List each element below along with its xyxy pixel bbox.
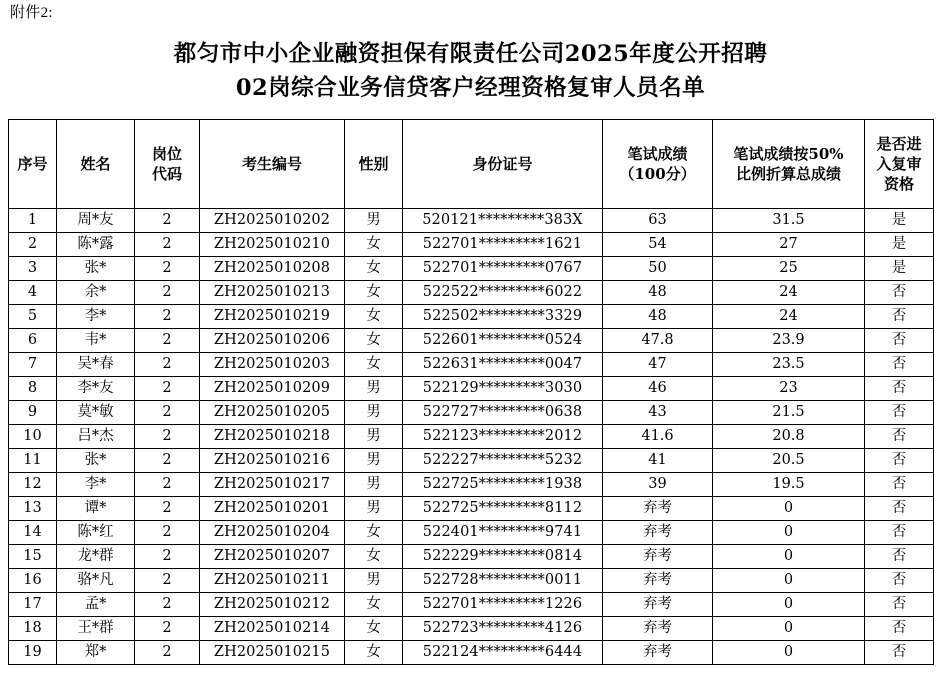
document-title xyxy=(8,37,933,105)
table-row xyxy=(9,425,934,449)
cell-gender: 女 xyxy=(345,353,403,377)
cell-exam-number: ZH2025010218 xyxy=(200,425,345,449)
cell-seq: 13 xyxy=(9,497,57,521)
cell-written-score: 39 xyxy=(603,473,713,497)
cell-exam-number: ZH2025010211 xyxy=(200,569,345,593)
cell-id-number: 520121*********383X xyxy=(403,209,603,233)
cell-seq: 11 xyxy=(9,449,57,473)
cell-written-score: 41 xyxy=(603,449,713,473)
cell-written-score: 41.6 xyxy=(603,425,713,449)
cell-qualified: 否 xyxy=(865,473,934,497)
cell-name: 张* xyxy=(57,257,135,281)
cell-gender: 女 xyxy=(345,545,403,569)
cell-exam-number: ZH2025010208 xyxy=(200,257,345,281)
table-row xyxy=(9,569,934,593)
cell-post-code: 2 xyxy=(135,305,200,329)
cell-id-number: 522723*********4126 xyxy=(403,617,603,641)
table-body xyxy=(9,209,934,665)
cell-post-code: 2 xyxy=(135,281,200,305)
cell-seq: 18 xyxy=(9,617,57,641)
cell-converted-score: 0 xyxy=(713,545,865,569)
cell-qualified: 是 xyxy=(865,233,934,257)
cell-qualified: 否 xyxy=(865,545,934,569)
cell-post-code: 2 xyxy=(135,425,200,449)
column-header-name: 姓名 xyxy=(57,120,135,209)
table-row xyxy=(9,305,934,329)
cell-name: 谭* xyxy=(57,497,135,521)
cell-gender: 男 xyxy=(345,569,403,593)
cell-post-code: 2 xyxy=(135,641,200,665)
cell-post-code: 2 xyxy=(135,617,200,641)
cell-post-code: 2 xyxy=(135,209,200,233)
cell-exam-number: ZH2025010215 xyxy=(200,641,345,665)
cell-id-number: 522725*********1938 xyxy=(403,473,603,497)
cell-converted-score: 0 xyxy=(713,593,865,617)
cell-qualified: 否 xyxy=(865,281,934,305)
table-row xyxy=(9,593,934,617)
cell-post-code: 2 xyxy=(135,401,200,425)
cell-seq: 6 xyxy=(9,329,57,353)
cell-converted-score: 24 xyxy=(713,281,865,305)
cell-gender: 男 xyxy=(345,209,403,233)
cell-written-score: 46 xyxy=(603,377,713,401)
cell-converted-score: 0 xyxy=(713,641,865,665)
column-header-post-code: 岗位 代码 xyxy=(135,120,200,209)
column-header-written-score: 笔试成绩 （100分） xyxy=(603,120,713,209)
cell-gender: 女 xyxy=(345,257,403,281)
cell-post-code: 2 xyxy=(135,377,200,401)
cell-qualified: 是 xyxy=(865,257,934,281)
cell-seq: 14 xyxy=(9,521,57,545)
cell-post-code: 2 xyxy=(135,569,200,593)
cell-written-score: 弃考 xyxy=(603,521,713,545)
cell-gender: 女 xyxy=(345,617,403,641)
cell-seq: 3 xyxy=(9,257,57,281)
cell-qualified: 否 xyxy=(865,353,934,377)
cell-gender: 女 xyxy=(345,281,403,305)
cell-seq: 15 xyxy=(9,545,57,569)
cell-seq: 17 xyxy=(9,593,57,617)
cell-name: 余* xyxy=(57,281,135,305)
cell-gender: 女 xyxy=(345,233,403,257)
cell-qualified: 是 xyxy=(865,209,934,233)
column-header-id-number: 身份证号 xyxy=(403,120,603,209)
table-row xyxy=(9,521,934,545)
cell-converted-score: 0 xyxy=(713,569,865,593)
cell-converted-score: 25 xyxy=(713,257,865,281)
cell-name: 孟* xyxy=(57,593,135,617)
cell-id-number: 522701*********1621 xyxy=(403,233,603,257)
cell-qualified: 否 xyxy=(865,641,934,665)
cell-id-number: 522229*********0814 xyxy=(403,545,603,569)
cell-gender: 男 xyxy=(345,401,403,425)
cell-id-number: 522129*********3030 xyxy=(403,377,603,401)
cell-exam-number: ZH2025010209 xyxy=(200,377,345,401)
cell-seq: 12 xyxy=(9,473,57,497)
cell-exam-number: ZH2025010210 xyxy=(200,233,345,257)
cell-name: 李* xyxy=(57,305,135,329)
cell-exam-number: ZH2025010205 xyxy=(200,401,345,425)
cell-converted-score: 24 xyxy=(713,305,865,329)
cell-seq: 1 xyxy=(9,209,57,233)
cell-converted-score: 0 xyxy=(713,497,865,521)
cell-qualified: 否 xyxy=(865,521,934,545)
table-row xyxy=(9,209,934,233)
cell-seq: 19 xyxy=(9,641,57,665)
cell-id-number: 522728*********0011 xyxy=(403,569,603,593)
cell-id-number: 522123*********2012 xyxy=(403,425,603,449)
cell-name: 莫*敏 xyxy=(57,401,135,425)
column-header-exam-number: 考生编号 xyxy=(200,120,345,209)
cell-seq: 9 xyxy=(9,401,57,425)
cell-converted-score: 31.5 xyxy=(713,209,865,233)
cell-qualified: 否 xyxy=(865,593,934,617)
table-row xyxy=(9,449,934,473)
cell-exam-number: ZH2025010202 xyxy=(200,209,345,233)
cell-written-score: 48 xyxy=(603,281,713,305)
cell-post-code: 2 xyxy=(135,545,200,569)
cell-converted-score: 20.8 xyxy=(713,425,865,449)
table-row xyxy=(9,281,934,305)
cell-seq: 10 xyxy=(9,425,57,449)
cell-exam-number: ZH2025010201 xyxy=(200,497,345,521)
cell-post-code: 2 xyxy=(135,473,200,497)
cell-qualified: 否 xyxy=(865,329,934,353)
table-row xyxy=(9,545,934,569)
cell-seq: 16 xyxy=(9,569,57,593)
cell-gender: 男 xyxy=(345,425,403,449)
title-line-2: 02岗综合业务信贷客户经理资格复审人员名单 xyxy=(235,75,706,101)
cell-post-code: 2 xyxy=(135,593,200,617)
cell-exam-number: ZH2025010206 xyxy=(200,329,345,353)
cell-written-score: 47.8 xyxy=(603,329,713,353)
cell-converted-score: 0 xyxy=(713,617,865,641)
cell-name: 王*群 xyxy=(57,617,135,641)
cell-converted-score: 21.5 xyxy=(713,401,865,425)
cell-exam-number: ZH2025010216 xyxy=(200,449,345,473)
cell-written-score: 43 xyxy=(603,401,713,425)
cell-exam-number: ZH2025010219 xyxy=(200,305,345,329)
cell-written-score: 弃考 xyxy=(603,497,713,521)
cell-written-score: 弃考 xyxy=(603,569,713,593)
cell-gender: 女 xyxy=(345,329,403,353)
attachment-label: 附件2: xyxy=(10,5,53,21)
cell-gender: 女 xyxy=(345,593,403,617)
cell-converted-score: 23.9 xyxy=(713,329,865,353)
column-header-qualified: 是否进 入复审 资格 xyxy=(865,120,934,209)
column-header-seq: 序号 xyxy=(9,120,57,209)
cell-converted-score: 0 xyxy=(713,521,865,545)
table-row xyxy=(9,473,934,497)
cell-name: 周*友 xyxy=(57,209,135,233)
cell-seq: 4 xyxy=(9,281,57,305)
table-row xyxy=(9,329,934,353)
column-header-gender: 性别 xyxy=(345,120,403,209)
cell-post-code: 2 xyxy=(135,521,200,545)
cell-seq: 5 xyxy=(9,305,57,329)
table-row xyxy=(9,641,934,665)
cell-exam-number: ZH2025010204 xyxy=(200,521,345,545)
cell-written-score: 48 xyxy=(603,305,713,329)
cell-seq: 2 xyxy=(9,233,57,257)
cell-name: 吕*杰 xyxy=(57,425,135,449)
cell-exam-number: ZH2025010213 xyxy=(200,281,345,305)
table-row xyxy=(9,257,934,281)
cell-name: 龙*群 xyxy=(57,545,135,569)
cell-exam-number: ZH2025010214 xyxy=(200,617,345,641)
cell-id-number: 522401*********9741 xyxy=(403,521,603,545)
cell-name: 李* xyxy=(57,473,135,497)
cell-name: 吴*春 xyxy=(57,353,135,377)
cell-seq: 8 xyxy=(9,377,57,401)
cell-id-number: 522727*********0638 xyxy=(403,401,603,425)
cell-id-number: 522601*********0524 xyxy=(403,329,603,353)
cell-exam-number: ZH2025010212 xyxy=(200,593,345,617)
table-row xyxy=(9,353,934,377)
cell-name: 陈*露 xyxy=(57,233,135,257)
title-line-1: 都匀市中小企业融资担保有限责任公司2025年度公开招聘 xyxy=(173,41,768,67)
cell-qualified: 否 xyxy=(865,377,934,401)
cell-gender: 男 xyxy=(345,377,403,401)
roster-table xyxy=(8,119,934,665)
cell-id-number: 522227*********5232 xyxy=(403,449,603,473)
cell-gender: 男 xyxy=(345,473,403,497)
table-row xyxy=(9,233,934,257)
cell-gender: 女 xyxy=(345,641,403,665)
column-header-converted-score: 笔试成绩按50% 比例折算总成绩 xyxy=(713,120,865,209)
cell-post-code: 2 xyxy=(135,329,200,353)
cell-id-number: 522502*********3329 xyxy=(403,305,603,329)
cell-post-code: 2 xyxy=(135,497,200,521)
cell-converted-score: 19.5 xyxy=(713,473,865,497)
cell-written-score: 50 xyxy=(603,257,713,281)
cell-gender: 男 xyxy=(345,497,403,521)
cell-exam-number: ZH2025010217 xyxy=(200,473,345,497)
cell-qualified: 否 xyxy=(865,497,934,521)
cell-qualified: 否 xyxy=(865,569,934,593)
cell-name: 韦* xyxy=(57,329,135,353)
cell-id-number: 522631*********0047 xyxy=(403,353,603,377)
cell-qualified: 否 xyxy=(865,449,934,473)
cell-name: 李*友 xyxy=(57,377,135,401)
cell-gender: 男 xyxy=(345,449,403,473)
table-row xyxy=(9,401,934,425)
cell-written-score: 弃考 xyxy=(603,593,713,617)
cell-post-code: 2 xyxy=(135,449,200,473)
table-header-row xyxy=(9,120,934,209)
cell-id-number: 522725*********8112 xyxy=(403,497,603,521)
cell-name: 骆*凡 xyxy=(57,569,135,593)
cell-seq: 7 xyxy=(9,353,57,377)
cell-qualified: 否 xyxy=(865,305,934,329)
cell-written-score: 弃考 xyxy=(603,545,713,569)
cell-qualified: 否 xyxy=(865,617,934,641)
cell-post-code: 2 xyxy=(135,353,200,377)
cell-qualified: 否 xyxy=(865,425,934,449)
table-row xyxy=(9,617,934,641)
cell-name: 陈*红 xyxy=(57,521,135,545)
cell-exam-number: ZH2025010203 xyxy=(200,353,345,377)
cell-post-code: 2 xyxy=(135,233,200,257)
cell-converted-score: 20.5 xyxy=(713,449,865,473)
cell-name: 郑* xyxy=(57,641,135,665)
cell-name: 张* xyxy=(57,449,135,473)
cell-written-score: 弃考 xyxy=(603,617,713,641)
cell-gender: 女 xyxy=(345,305,403,329)
table-row xyxy=(9,497,934,521)
cell-gender: 女 xyxy=(345,521,403,545)
cell-id-number: 522701*********1226 xyxy=(403,593,603,617)
cell-written-score: 弃考 xyxy=(603,641,713,665)
cell-qualified: 否 xyxy=(865,401,934,425)
cell-converted-score: 23.5 xyxy=(713,353,865,377)
cell-post-code: 2 xyxy=(135,257,200,281)
cell-id-number: 522522*********6022 xyxy=(403,281,603,305)
cell-written-score: 54 xyxy=(603,233,713,257)
cell-exam-number: ZH2025010207 xyxy=(200,545,345,569)
cell-written-score: 63 xyxy=(603,209,713,233)
table-row xyxy=(9,377,934,401)
cell-id-number: 522124*********6444 xyxy=(403,641,603,665)
cell-converted-score: 23 xyxy=(713,377,865,401)
cell-id-number: 522701*********0767 xyxy=(403,257,603,281)
cell-converted-score: 27 xyxy=(713,233,865,257)
cell-written-score: 47 xyxy=(603,353,713,377)
